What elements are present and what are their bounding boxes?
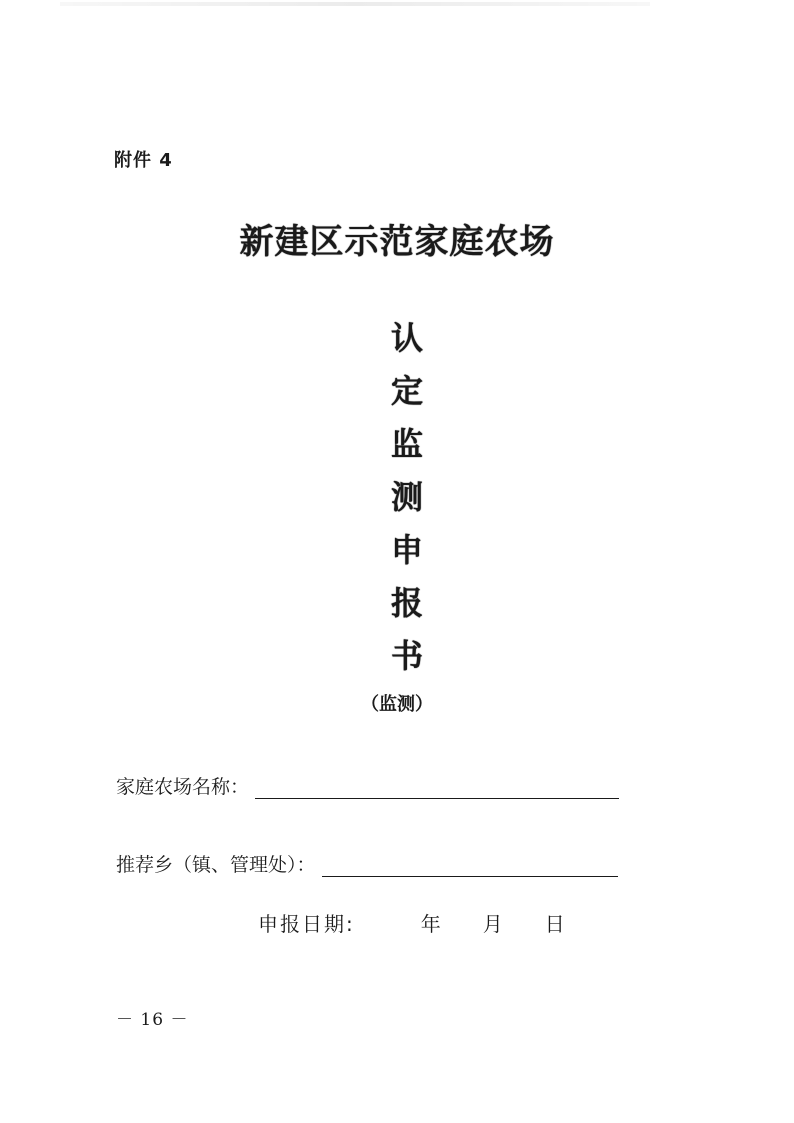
date-month: 月 [482,912,503,936]
farm-name-input-line[interactable] [255,776,619,799]
date-day: 日 [544,912,565,936]
attachment-label: 附件 4 [114,150,173,171]
farm-name-label: 家庭农场名称： [116,776,250,798]
farm-name-field [116,772,619,799]
vertical-title [382,314,432,685]
town-field [116,850,618,877]
town-label: 推荐乡（镇、管理处）： [116,854,316,876]
vertical-title-char: 定 [390,372,423,410]
vertical-title-char: 认 [390,319,423,357]
date-label: 申报日期: [258,912,355,936]
application-date [258,908,565,937]
vertical-title-char: 报 [390,584,423,622]
vertical-title-char: 监 [390,425,423,463]
town-input-line[interactable] [322,854,618,877]
vertical-title-char: 申 [390,531,423,569]
vertical-title-char: 测 [390,478,423,516]
scan-edge [60,2,650,6]
date-year: 年 [420,912,441,936]
vertical-title-char: 书 [390,637,423,675]
subtitle: （监测） [361,694,433,715]
document-title: 新建区示范家庭农场 [239,222,555,262]
page-number: － 16 － [116,1010,189,1030]
